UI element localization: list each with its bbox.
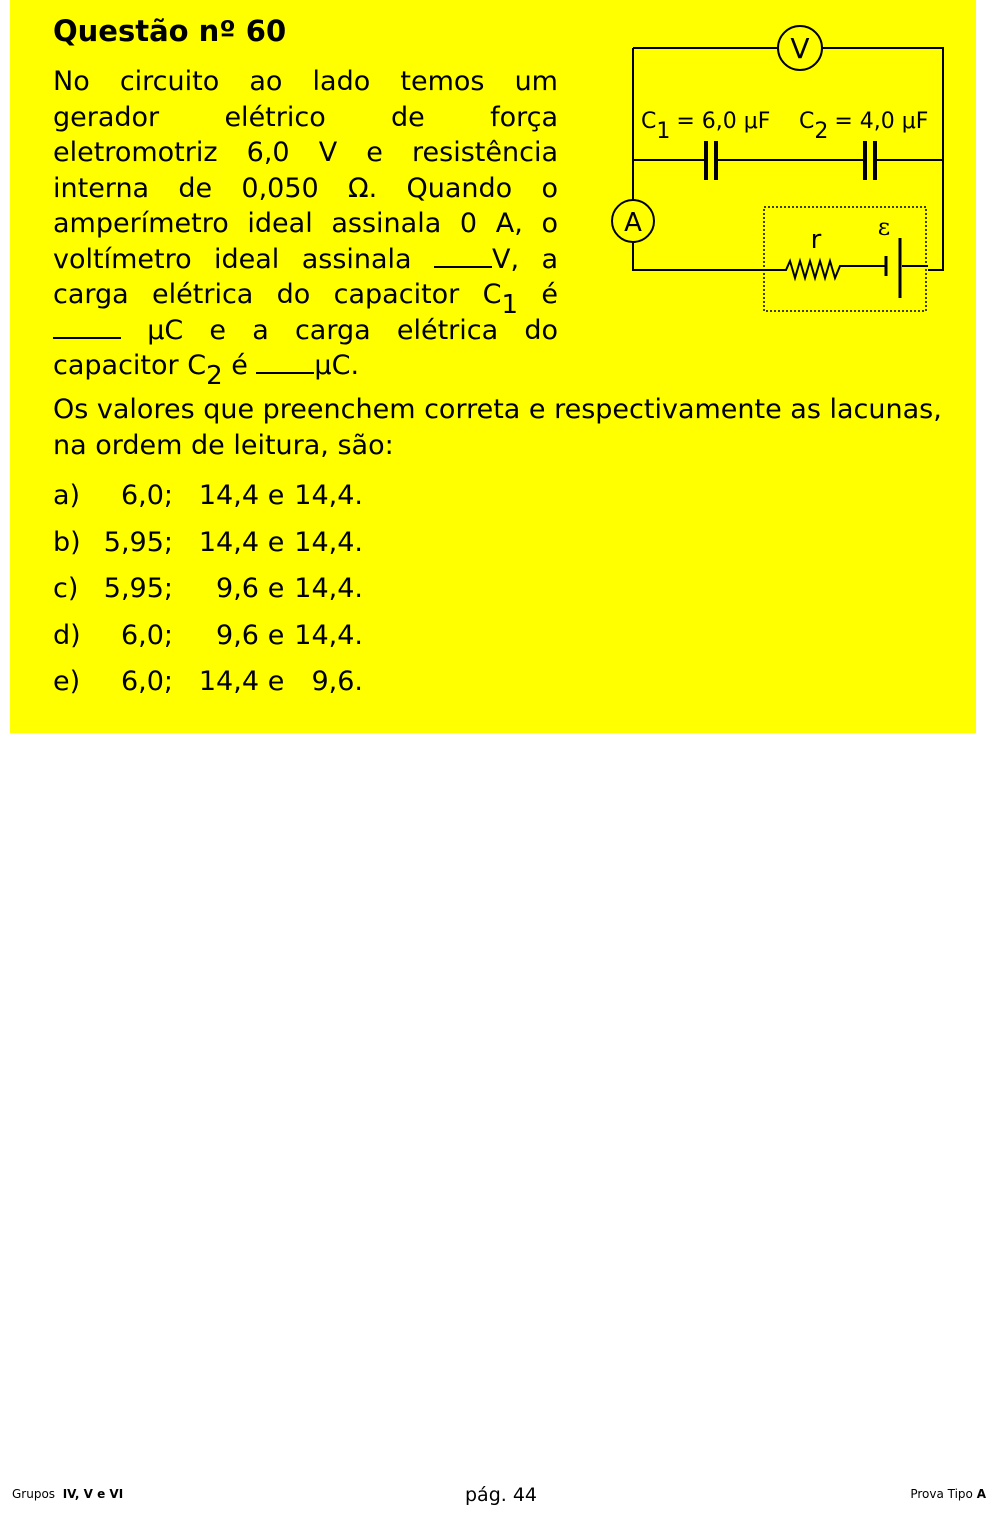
footer-page-number: pág. 44 xyxy=(465,1484,538,1506)
option-conj: e xyxy=(267,619,285,651)
option-value: 5,95; xyxy=(103,526,173,558)
options-intro xyxy=(53,392,953,463)
option-conj: e xyxy=(267,666,285,697)
footer-groups xyxy=(12,1487,123,1501)
voltmeter-label: V xyxy=(790,32,810,65)
battery-icon xyxy=(886,238,900,298)
option-value: 6,0; xyxy=(120,619,173,651)
option-value: 9,6 xyxy=(216,619,259,651)
footer-text-bold: IV, V e VI xyxy=(62,1487,124,1501)
option-b[interactable] xyxy=(53,525,363,572)
intro-line-2: na ordem de leitura, são: xyxy=(53,429,394,461)
option-value: 5,95; xyxy=(103,573,173,604)
stem-text: voltímetro ideal assinala xyxy=(53,243,412,275)
emf-label: ε xyxy=(877,213,891,241)
c1-label: C1 = 6,0 μF xyxy=(641,109,771,144)
stem-text: capacitor C xyxy=(53,350,207,381)
option-value: 14,4 xyxy=(198,526,259,558)
option-value: 14,4 xyxy=(198,480,259,511)
stem-line-3: eletromotriz 6,0 V e resistência xyxy=(53,137,558,168)
footer-text: Grupos xyxy=(12,1487,56,1501)
stem-line-2: gerador elétrico de força xyxy=(53,101,558,133)
stem-line-8 xyxy=(53,313,558,349)
stem-text-part: carga elétrica do capacitor C xyxy=(53,279,502,310)
stem-text: μC e a carga elétrica do xyxy=(147,314,558,346)
option-value: 14,4. xyxy=(294,526,363,558)
resistor-label: r xyxy=(810,225,822,255)
option-letter: e) xyxy=(53,666,81,697)
option-value: 6,0; xyxy=(120,666,173,697)
stem-line-1: No circuito ao lado temos um xyxy=(53,66,558,97)
stem-text: V, a xyxy=(492,243,558,275)
intro-line-1: Os valores que preenchem correta e respectivamente as lacunas, xyxy=(53,394,942,425)
generator-box xyxy=(764,207,926,311)
option-value: 9,6. xyxy=(311,666,363,697)
option-value: 9,6 xyxy=(216,573,259,604)
option-letter: a) xyxy=(53,480,81,511)
c2-label: C2 = 4,0 μF xyxy=(799,109,929,144)
footer-text: Prova Tipo xyxy=(910,1487,973,1501)
stem-text xyxy=(53,279,519,320)
stem-text: é xyxy=(231,350,248,381)
stem-text: μC. xyxy=(314,350,360,381)
stem-line-7 xyxy=(53,277,558,320)
option-conj: e xyxy=(267,480,285,511)
option-d[interactable] xyxy=(53,618,363,665)
option-conj: e xyxy=(267,573,285,604)
answer-options xyxy=(53,478,363,711)
footer-text-bold: A xyxy=(976,1487,986,1501)
subscript: 2 xyxy=(206,361,223,391)
option-letter: d) xyxy=(53,619,81,651)
capacitor-c1-icon xyxy=(706,141,716,180)
circuit-wires xyxy=(633,48,943,270)
answer-blank xyxy=(256,350,314,374)
option-value: 14,4. xyxy=(294,480,363,511)
stem-line-5: amperímetro ideal assinala 0 A, o xyxy=(53,208,558,239)
answer-blank xyxy=(53,315,121,339)
circuit-diagram xyxy=(600,25,950,325)
option-c[interactable] xyxy=(53,571,363,618)
option-conj: e xyxy=(267,526,285,558)
question-title: Questão nº 60 xyxy=(53,14,287,48)
stem-text: é xyxy=(541,279,558,310)
option-letter: b) xyxy=(53,526,81,558)
ammeter-icon xyxy=(612,200,654,242)
subscript: 1 xyxy=(501,290,519,320)
ammeter-label: A xyxy=(624,208,642,238)
answer-blank xyxy=(434,244,492,268)
voltmeter-icon xyxy=(778,26,822,70)
option-value: 6,0; xyxy=(120,480,173,511)
option-value: 14,4 xyxy=(198,666,259,697)
option-a[interactable] xyxy=(53,478,363,525)
resistor-icon xyxy=(780,261,842,278)
option-e[interactable] xyxy=(53,664,363,711)
capacitor-c2-icon xyxy=(865,141,875,180)
footer-exam-type xyxy=(910,1487,986,1501)
stem-line-6 xyxy=(53,242,558,278)
stem-line-4: interna de 0,050 Ω. Quando o xyxy=(53,172,558,204)
question-stem xyxy=(53,64,558,391)
stem-line-9 xyxy=(53,348,558,391)
option-value: 14,4. xyxy=(294,573,363,604)
option-value: 14,4. xyxy=(294,619,363,651)
option-letter: c) xyxy=(53,573,79,604)
